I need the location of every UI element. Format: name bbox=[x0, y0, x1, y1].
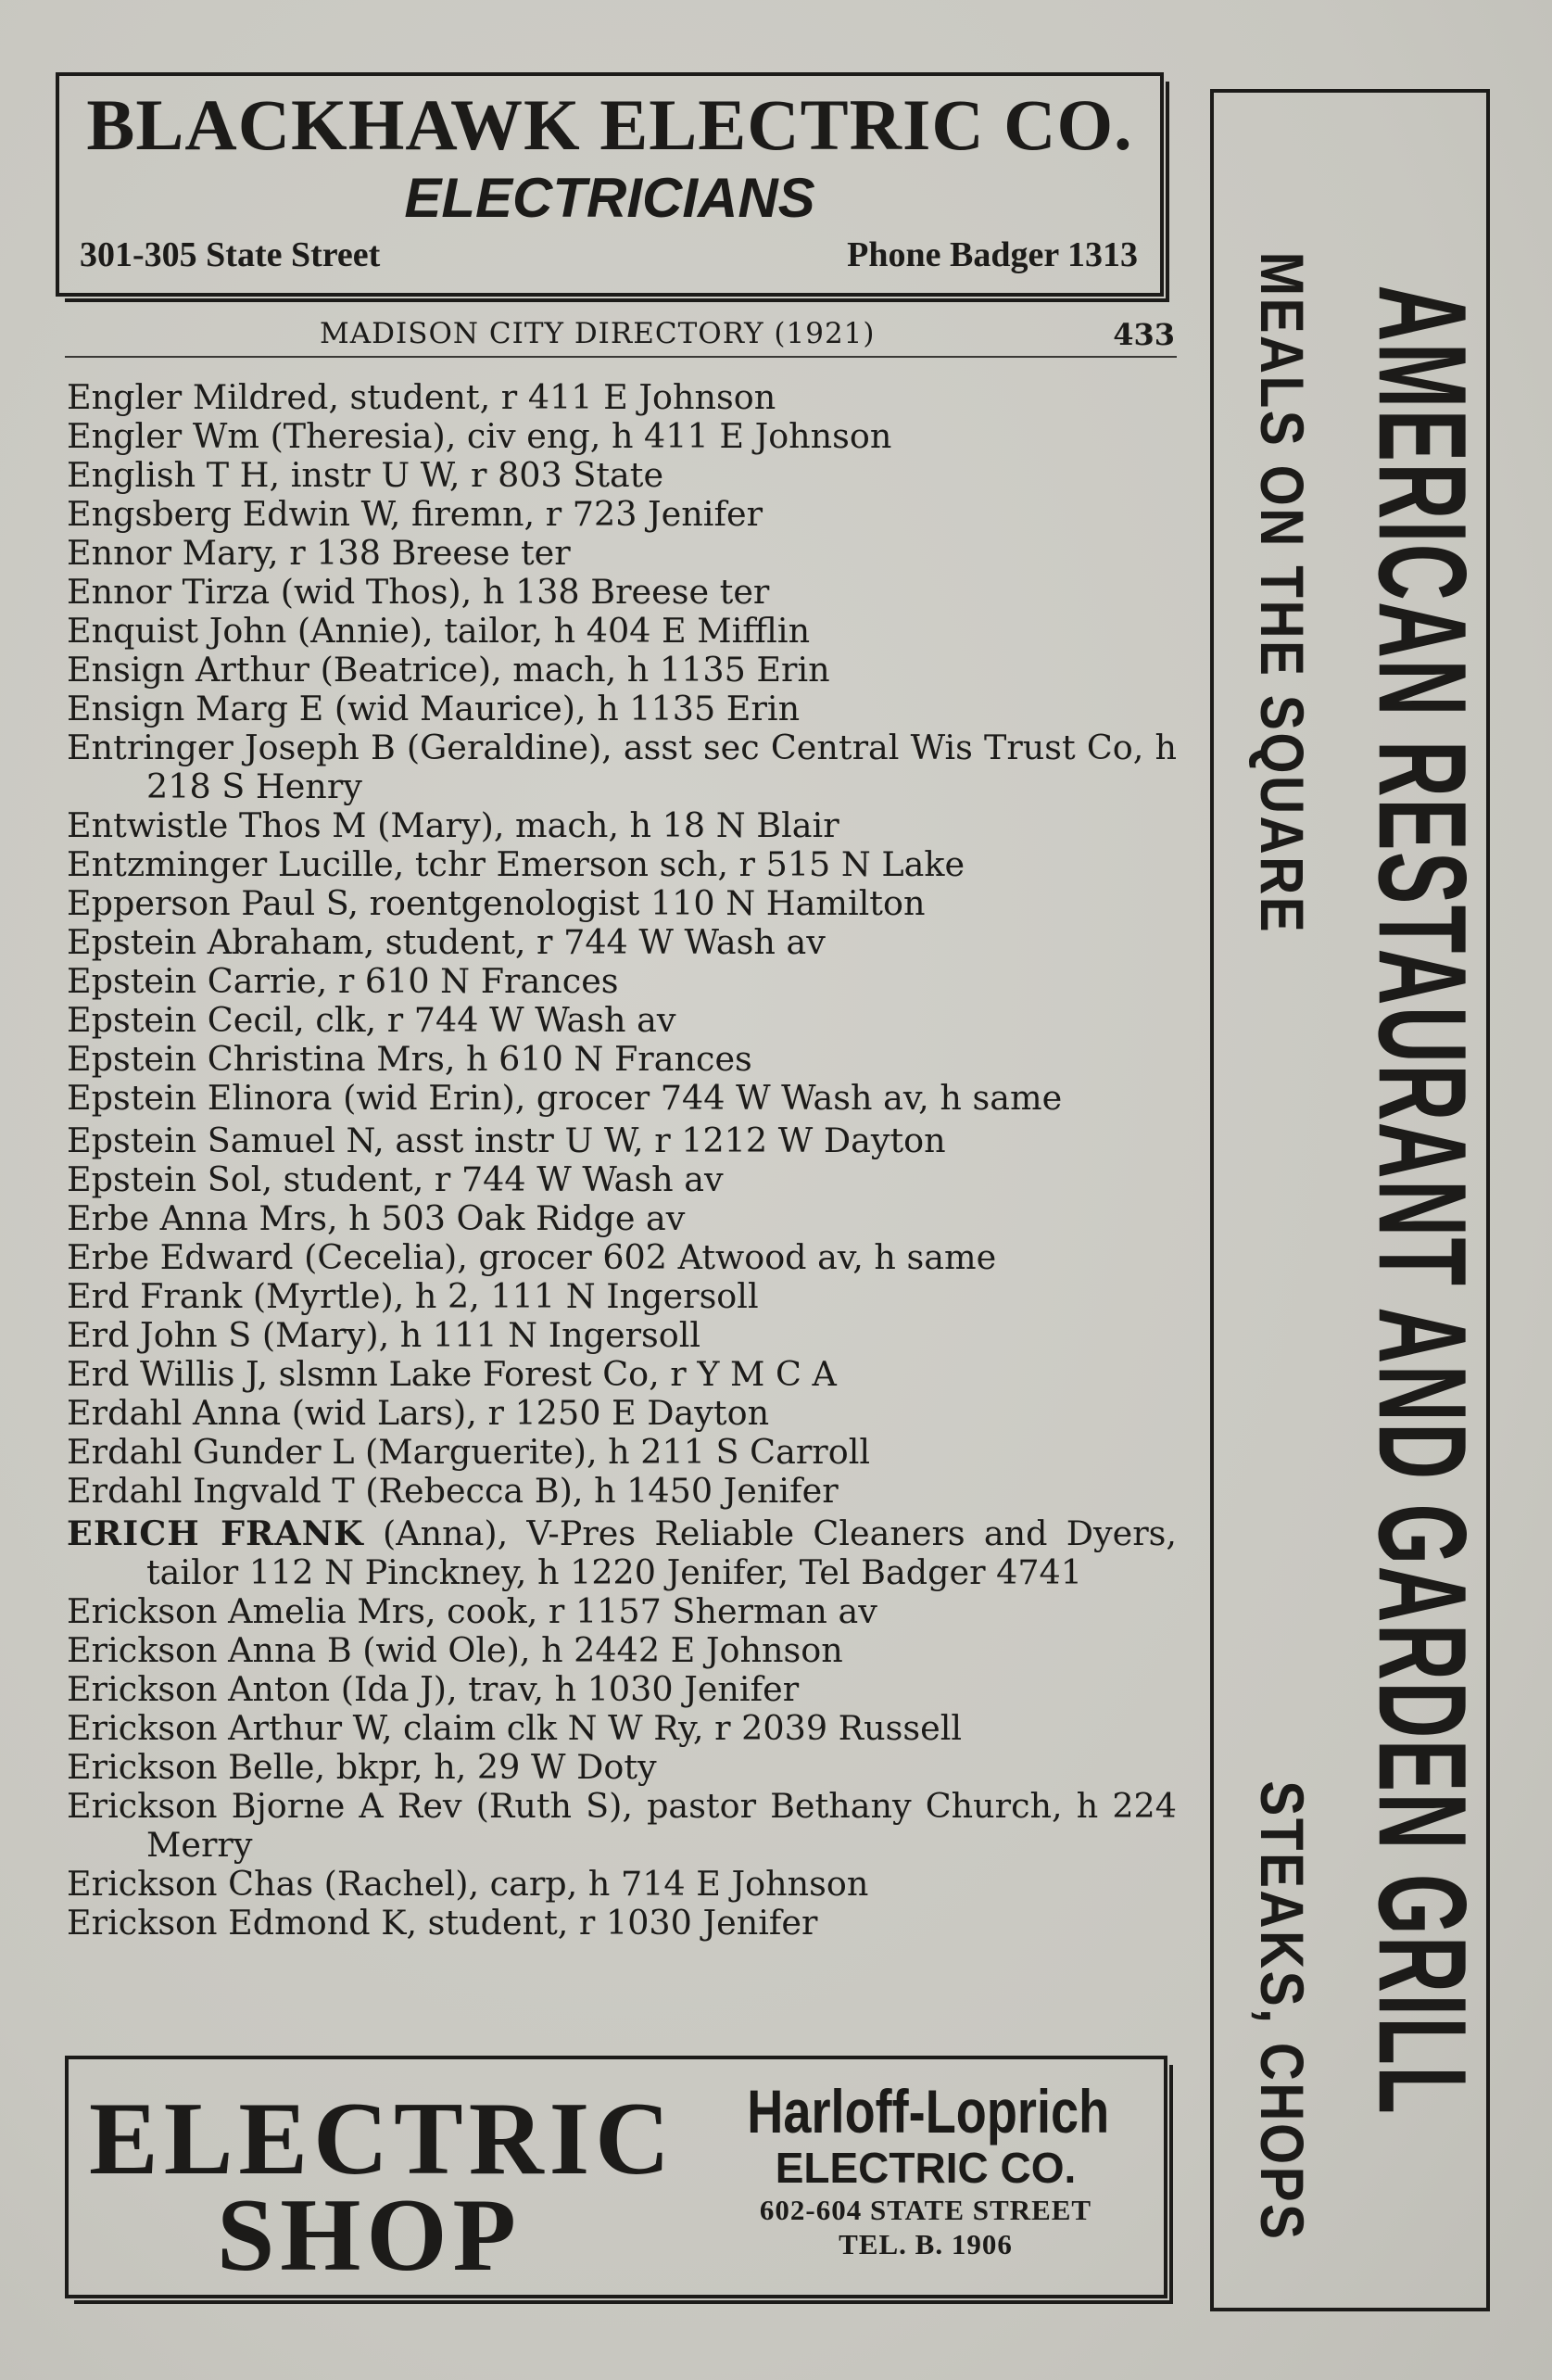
directory-title: MADISON CITY DIRECTORY (1921) bbox=[320, 317, 876, 350]
list-item: Erd John S (Mary), h 111 N Ingersoll bbox=[67, 1315, 701, 1355]
list-item: Erickson Belle, bkpr, h, 29 W Doty bbox=[67, 1747, 657, 1787]
list-item: Entzminger Lucille, tchr Emerson sch, r 515 N Lake bbox=[67, 844, 965, 884]
ad-address: 301-305 State Street bbox=[80, 235, 381, 274]
list-item: Erickson Anton (Ida J), trav, h 1030 Jenifer bbox=[67, 1669, 800, 1709]
ad-shop-word: SHOP bbox=[217, 2178, 522, 2293]
ad-firm-name: Harloff-Loprich bbox=[747, 2077, 1110, 2146]
ad-company-name: BLACKHAWK ELECTRIC CO. bbox=[86, 84, 1133, 165]
list-item: Erdahl Gunder L (Marguerite), h 211 S Carroll bbox=[67, 1432, 871, 1472]
ad-side-headline: AMERICAN RESTAURANT AND GARDEN GRILL bbox=[1353, 285, 1494, 2116]
list-item: Epstein Abraham, student, r 744 W Wash av bbox=[67, 922, 826, 962]
list-item: Epstein Carrie, r 610 N Frances bbox=[67, 961, 619, 1001]
list-item: Engler Wm (Theresia), civ eng, h 411 E Johnson bbox=[67, 416, 892, 456]
list-item: Erickson Chas (Rachel), carp, h 714 E Johnson bbox=[67, 1864, 869, 1904]
list-item: Erbe Edward (Cecelia), grocer 602 Atwood av, h same bbox=[67, 1237, 997, 1277]
ad-side-tagline: MEALS ON THE SQUARE bbox=[1248, 251, 1317, 935]
ad-electric-word: ELECTRIC bbox=[89, 2082, 676, 2196]
list-item: Entwistle Thos M (Mary), mach, h 18 N Blair bbox=[67, 805, 839, 845]
list-item: Epstein Christina Mrs, h 610 N Frances bbox=[67, 1039, 752, 1079]
ad-firm-block bbox=[708, 2077, 1143, 2262]
list-item: Epstein Samuel N, asst instr U W, r 1212 W Dayton bbox=[67, 1120, 946, 1160]
american-restaurant-ad bbox=[1210, 89, 1494, 2311]
list-item: Erickson Amelia Mrs, cook, r 1157 Sherman av bbox=[67, 1591, 877, 1631]
list-item: Erickson Arthur W, claim clk N W Ry, r 2039 Russell bbox=[67, 1708, 963, 1748]
list-item: Epstein Elinora (wid Erin), grocer 744 W Wash av, h same bbox=[67, 1078, 1063, 1118]
ad-firm-street: 602-604 STATE STREET bbox=[759, 2194, 1092, 2227]
page-number: 433 bbox=[1113, 317, 1175, 352]
ad-trade: ELECTRICIANS bbox=[404, 167, 815, 229]
list-item: Epstein Cecil, clk, r 744 W Wash av bbox=[67, 1000, 676, 1040]
list-item: Engsberg Edwin W, firemn, r 723 Jenifer bbox=[67, 494, 763, 534]
ad-firm-type: ELECTRIC CO. bbox=[775, 2144, 1077, 2193]
ad-side-headline-box bbox=[1353, 93, 1492, 2308]
ad-firm-tel: TEL. B. 1906 bbox=[839, 2228, 1013, 2261]
list-item: Erbe Anna Mrs, h 503 Oak Ridge av bbox=[67, 1198, 686, 1238]
ad-side-tagline-box bbox=[1227, 102, 1338, 1084]
list-item: Epperson Paul S, roentgenologist 110 N Hamilton bbox=[67, 883, 926, 923]
running-header bbox=[65, 315, 1177, 358]
bold-entry-rest: (Anna), V-Pres Reliable Cleaners and Dyers, tailor 112 N Pinckney, h 1220 Jenifer, Tel Badger 4741 bbox=[146, 1513, 1177, 1592]
list-item: Entringer Joseph B (Geraldine), asst sec Central Wis Trust Co, h 218 S Henry bbox=[67, 728, 1177, 806]
list-item: Erickson Edmond K, student, r 1030 Jenifer bbox=[67, 1903, 818, 1943]
ad-side-menu-box bbox=[1227, 1724, 1338, 2298]
blackhawk-electric-ad bbox=[56, 72, 1164, 297]
ad-side-menu: STEAKS, CHOPS bbox=[1248, 1780, 1317, 2242]
list-item: Epstein Sol, student, r 744 W Wash av bbox=[67, 1159, 724, 1199]
list-item: Engler Mildred, student, r 411 E Johnson bbox=[67, 377, 776, 417]
list-item: Erd Frank (Myrtle), h 2, 111 N Ingersoll bbox=[67, 1276, 759, 1316]
list-item-bold bbox=[67, 1514, 1177, 1592]
list-item: Ensign Arthur (Beatrice), mach, h 1135 Erin bbox=[67, 650, 830, 690]
list-item: Erickson Anna B (wid Ole), h 2442 E Johnson bbox=[67, 1630, 843, 1670]
list-item: Ensign Marg E (wid Maurice), h 1135 Erin bbox=[67, 689, 801, 728]
list-item: Erdahl Ingvald T (Rebecca B), h 1450 Jenifer bbox=[67, 1471, 839, 1511]
electric-shop-ad bbox=[65, 2056, 1167, 2298]
list-item: Erickson Bjorne A Rev (Ruth S), pastor Bethany Church, h 224 Merry bbox=[67, 1786, 1177, 1865]
list-item: English T H, instr U W, r 803 State bbox=[67, 455, 664, 495]
list-item: Ennor Tirza (wid Thos), h 138 Breese ter bbox=[67, 572, 770, 612]
directory-entries bbox=[67, 378, 1177, 1943]
list-item: Enquist John (Annie), tailor, h 404 E Mifflin bbox=[67, 611, 811, 651]
list-item: Ennor Mary, r 138 Breese ter bbox=[67, 533, 571, 573]
ad-phone: Phone Badger 1313 bbox=[847, 235, 1138, 274]
bold-entry-name: ERICH FRANK bbox=[67, 1513, 364, 1553]
list-item: Erdahl Anna (wid Lars), r 1250 E Dayton bbox=[67, 1393, 770, 1433]
list-item: Erd Willis J, slsmn Lake Forest Co, r Y M C A bbox=[67, 1354, 837, 1394]
